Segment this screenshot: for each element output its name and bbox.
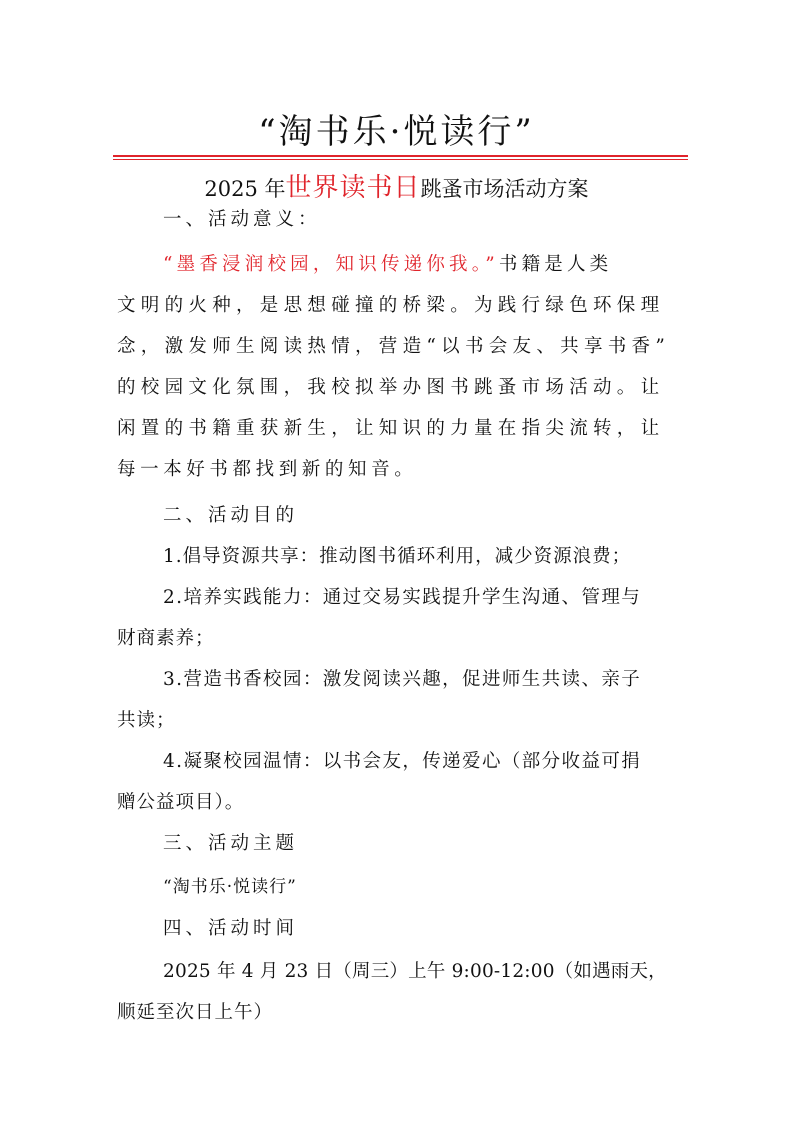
document-subtitle	[0, 167, 793, 204]
paragraph-line: 闲置的书籍重获新生，让知识的力量在指尖流转，让	[117, 418, 665, 439]
list-item: 1.倡导资源共享：推动图书循环利用，减少资源浪费；	[163, 546, 632, 567]
paragraph-line	[163, 250, 612, 276]
theme-text: “淘书乐·悦读行”	[163, 877, 297, 897]
section-heading-meaning: 一、活动意义：	[163, 209, 321, 230]
section-heading-purpose: 二、活动目的	[163, 505, 299, 526]
time-text-continued: 顺延至次日上午）	[117, 1002, 274, 1023]
list-item-continued: 共读；	[117, 710, 176, 731]
paragraph-line: 文明的火种，是思想碰撞的桥梁。为践行绿色环保理	[117, 295, 665, 316]
list-item: 2.培养实践能力：通过交易实践提升学生沟通、管理与	[163, 587, 642, 608]
list-item: 3.营造书香校园：激发阅读兴趣，促进师生共读、亲子	[163, 669, 642, 690]
quote-followup: 书籍是人类	[498, 254, 613, 275]
section-heading-theme: 三、活动主题	[163, 833, 299, 854]
subtitle-highlight: 世界读书日	[285, 173, 421, 203]
quote-text: “墨香浸润校园，知识传递你我。”	[163, 254, 499, 275]
document-title: “淘书乐·悦读行”	[258, 112, 535, 152]
time-text: 2025 年 4 月 23 日（周三）上午 9:00-12:00（如遇雨天，	[163, 961, 667, 982]
section-heading-time: 四、活动时间	[163, 918, 299, 939]
paragraph-line: 念，激发师生阅读热情，营造“以书会友、共享书香”	[117, 336, 671, 357]
list-item-continued: 财商素养；	[117, 628, 215, 649]
paragraph-line: 的校园文化氛围，我校拟举办图书跳蚤市场活动。让	[117, 377, 665, 398]
title-divider-thick	[113, 155, 688, 157]
subtitle-prefix: 2025 年	[204, 177, 286, 201]
title-divider-thin	[113, 159, 688, 160]
list-item: 4.凝聚校园温情：以书会友，传递爱心（部分收益可捐	[163, 751, 642, 772]
paragraph-line: 每一本好书都找到新的知音。	[117, 459, 418, 480]
list-item-continued: 赠公益项目）。	[117, 792, 245, 813]
subtitle-suffix: 跳蚤市场活动方案	[420, 177, 589, 201]
